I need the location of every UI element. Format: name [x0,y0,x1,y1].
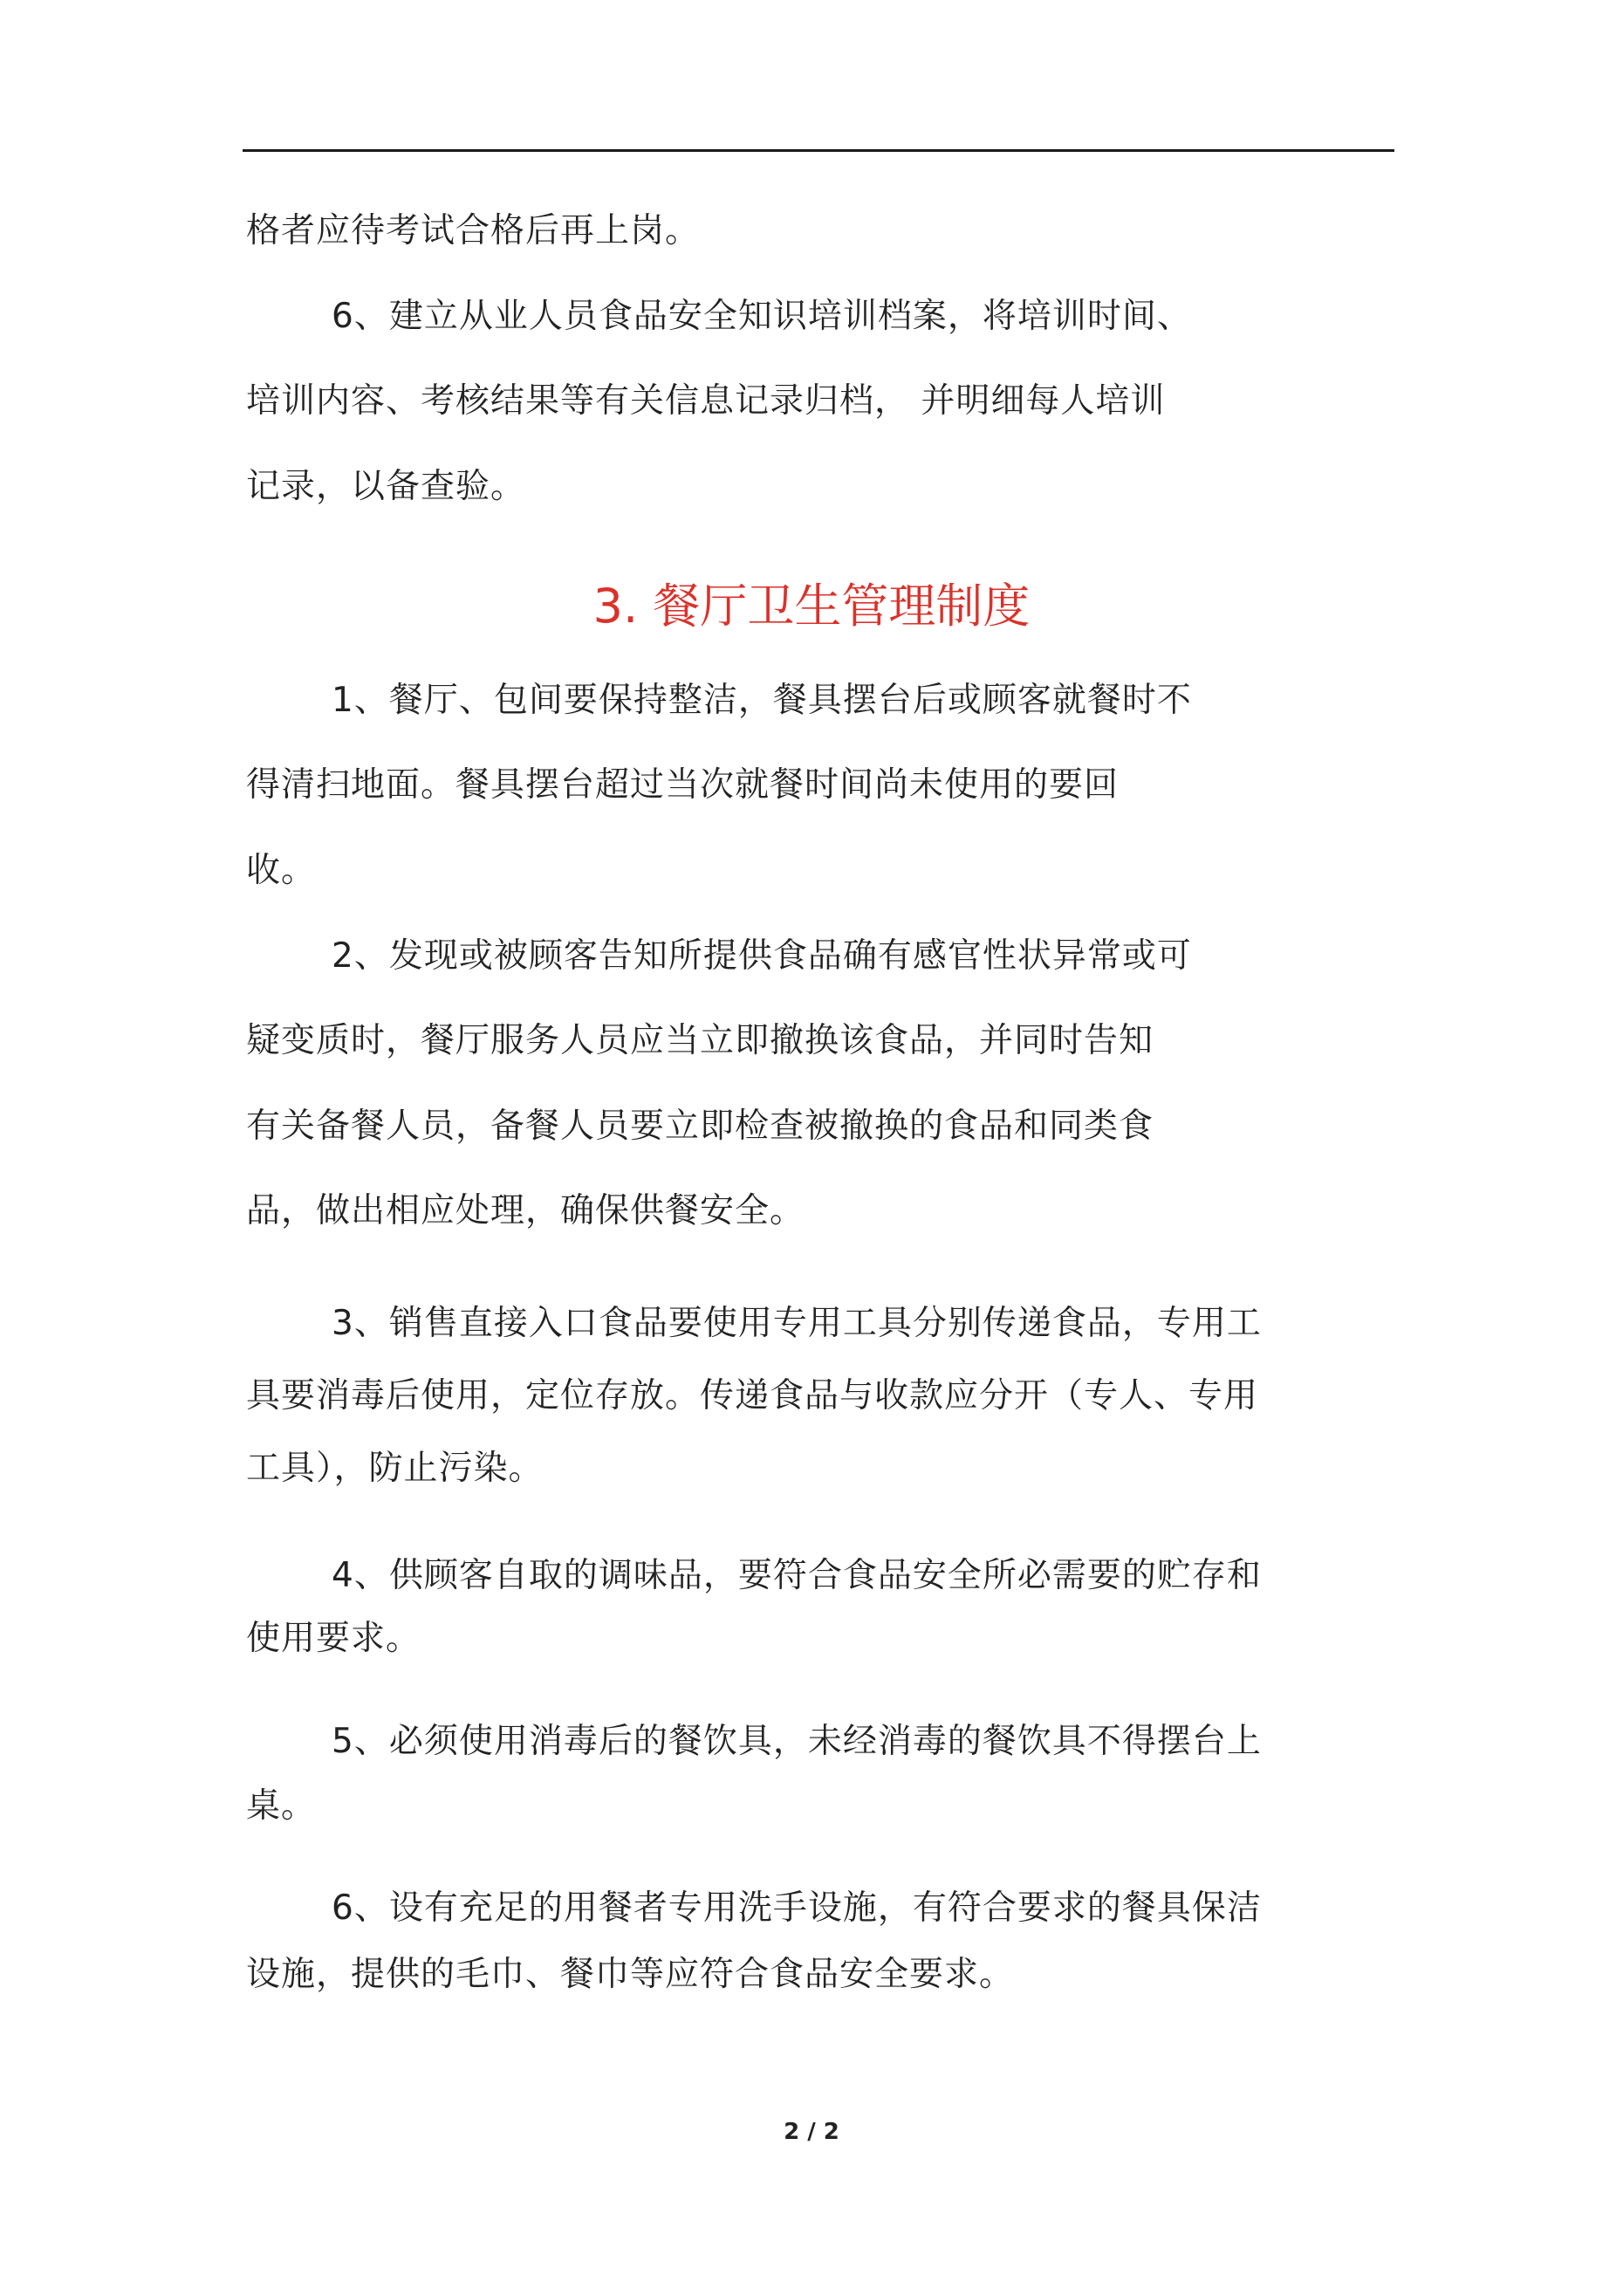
page-number: 2 / 2 [784,2119,839,2145]
rule4-line2: 使用要求。 [246,1619,421,1658]
rule6-line2: 设施，提供的毛巾、餐巾等应符合食品安全要求。 [246,1955,1015,1994]
section-title: 3. 餐厅卫生管理制度 [592,579,1031,634]
rule2-line1: 2、发现或被顾客告知所提供食品确有感官性状异常或可 [332,936,1192,976]
rule5-line2: 桌。 [246,1786,317,1826]
item6-line1: 6、建立从业人员食品安全知识培训档案，将培训时间、 [332,297,1192,336]
item6-line2: 培训内容、考核结果等有关信息记录归档， 并明细每人培训 [246,381,1166,421]
rule3-line3: 工具），防止污染。 [246,1449,544,1488]
item6-line3: 记录，以备查验。 [246,467,526,506]
rule2-line2: 疑变质时，餐厅服务人员应当立即撤换该食品，并同时告知 [246,1021,1154,1060]
rule6-line1: 6、设有充足的用餐者专用洗手设施，有符合要求的餐具保洁 [332,1888,1262,1928]
rule1-line3: 收。 [246,851,317,890]
rule1-line1: 1、餐厅、包间要保持整洁，餐具摆台后或顾客就餐时不 [332,681,1192,720]
intro-line: 格者应待考试合格后再上岗。 [246,211,701,250]
rule2-line4: 品，做出相应处理，确保供餐安全。 [246,1191,805,1230]
rule3-line1: 3、销售直接入口食品要使用专用工具分别传递食品，专用工 [332,1304,1262,1343]
rule3-line2: 具要消毒后使用，定位存放。传递食品与收款应分开（专人、专用 [246,1376,1259,1415]
header-rule [243,149,1394,152]
rule5-line1: 5、必须使用消毒后的餐饮具，未经消毒的餐饮具不得摆台上 [332,1722,1262,1761]
rule4-line1: 4、供顾客自取的调味品，要符合食品安全所必需要的贮存和 [332,1556,1262,1595]
rule1-line2: 得清扫地面。餐具摆台超过当次就餐时间尚未使用的要回 [246,765,1120,805]
rule2-line3: 有关备餐人员，备餐人员要立即检查被撤换的食品和同类食 [246,1107,1154,1146]
